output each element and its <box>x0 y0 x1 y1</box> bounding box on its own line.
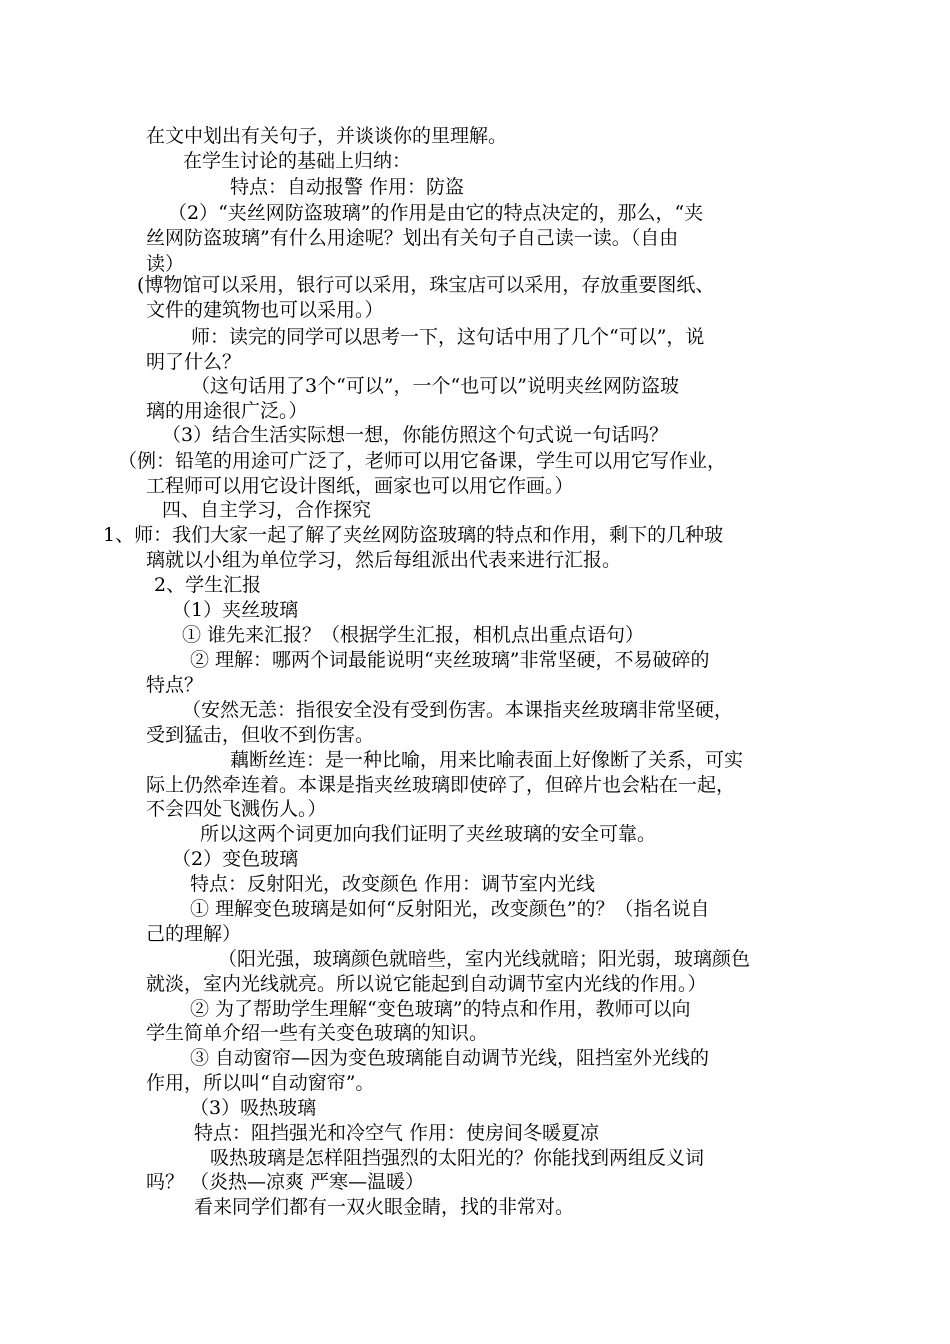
text-line: ② 为了帮助学生理解“变色玻璃”的特点和作用，教师可以向 <box>190 998 691 1020</box>
text-line: 吗？ （炎热—凉爽 严寒—温暖） <box>146 1171 425 1193</box>
text-line: 文件的建筑物也可以采用。） <box>146 299 384 321</box>
text-line: (博物馆可以采用，银行可以采用，珠宝店可以采用，存放重要图纸、 <box>137 274 715 296</box>
text-line: 作用，所以叫“自动窗帘”。 <box>146 1072 375 1094</box>
text-line: （安然无恙：指很安全没有受到伤害。本课指夹丝玻璃非常坚硬， <box>182 699 734 721</box>
text-line: ① 谁先来汇报？（根据学生汇报，相机点出重点语句） <box>182 624 645 646</box>
text-line: 特点：自动报警 作用：防盗 <box>230 176 465 198</box>
text-line: （2）变色玻璃 <box>172 848 299 870</box>
text-line: 1、师：我们大家一起了解了夹丝网防盗玻璃的特点和作用，剩下的几种玻 <box>103 524 724 546</box>
text-line: ② 理解：哪两个词最能说明“夹丝玻璃”非常坚硬，不易破碎的 <box>190 649 710 671</box>
text-line: 特点：阻挡强光和冷空气 作用：使房间冬暖夏凉 <box>194 1122 600 1144</box>
text-line: 丝网防盗玻璃”有什么用途呢？划出有关句子自己读一读。（自由 <box>146 227 679 249</box>
text-line: （阳光强，玻璃颜色就暗些，室内光线就暗；阳光弱，玻璃颜色 <box>218 948 751 970</box>
text-line: 璃的用途很广泛。） <box>146 400 308 422</box>
text-line: 工程师可以用它设计图纸，画家也可以用它作画。） <box>146 475 574 497</box>
text-line: 己的理解） <box>146 923 242 945</box>
text-line: 受到猛击，但收不到伤害。 <box>146 724 375 746</box>
text-line: 2、学生汇报 <box>154 574 262 596</box>
text-line: 就淡，室内光线就亮。所以说它能起到自动调节室内光线的作用。） <box>146 973 707 995</box>
text-line: （1）夹丝玻璃 <box>172 599 299 621</box>
text-line: ① 理解变色玻璃是如何“反射阳光，改变颜色”的？（指名说自 <box>190 898 710 920</box>
text-line: 特点？ <box>146 674 204 696</box>
text-line: 看来同学们都有一双火眼金睛，找的非常对。 <box>194 1196 575 1218</box>
text-line: 璃就以小组为单位学习，然后每组派出代表来进行汇报。 <box>146 549 622 571</box>
text-line: 藕断丝连：是一种比喻，用来比喻表面上好像断了关系，可实 <box>230 749 744 771</box>
text-line: 特点：反射阳光，改变颜色 作用：调节室内光线 <box>190 873 596 895</box>
text-line: （这句话用了3个“可以”，一个“也可以”说明夹丝网防盗玻 <box>191 375 679 397</box>
text-line: ③ 自动窗帘—因为变色玻璃能自动调节光线，阻挡室外光线的 <box>190 1047 710 1069</box>
text-line: 在文中划出有关句子，并谈谈你的里理解。 <box>146 125 508 147</box>
text-line: （例：铅笔的用途可广泛了，老师可以用它备课，学生可以用它写作业， <box>118 450 727 472</box>
text-line: （2）“夹丝网防盗玻璃”的作用是由它的特点决定的，那么，“夹 <box>168 202 704 224</box>
text-line: 明了什么？ <box>146 351 242 373</box>
text-line: 师：读完的同学可以思考一下，这句话中用了几个“可以”，说 <box>191 326 705 348</box>
text-line: 所以这两个词更加向我们证明了夹丝玻璃的安全可靠。 <box>200 823 657 845</box>
text-line: 吸热玻璃是怎样阻挡强烈的太阳光的？你能找到两组反义词 <box>210 1147 705 1169</box>
text-line: 在学生讨论的基础上归纳： <box>183 150 412 172</box>
text-line: 不会四处飞溅伤人。） <box>146 798 327 820</box>
text-line: （3）结合生活实际想一想，你能仿照这个句式说一句话吗？ <box>162 424 669 446</box>
text-line: 读） <box>146 253 185 275</box>
text-line: 际上仍然牵连着。本课是指夹丝玻璃即使碎了，但碎片也会粘在一起， <box>146 774 736 796</box>
text-line: （3）吸热玻璃 <box>190 1097 317 1119</box>
section-heading: 四、自主学习，合作探究 <box>162 499 372 521</box>
text-line: 学生简单介绍一些有关变色玻璃的知识。 <box>146 1022 489 1044</box>
